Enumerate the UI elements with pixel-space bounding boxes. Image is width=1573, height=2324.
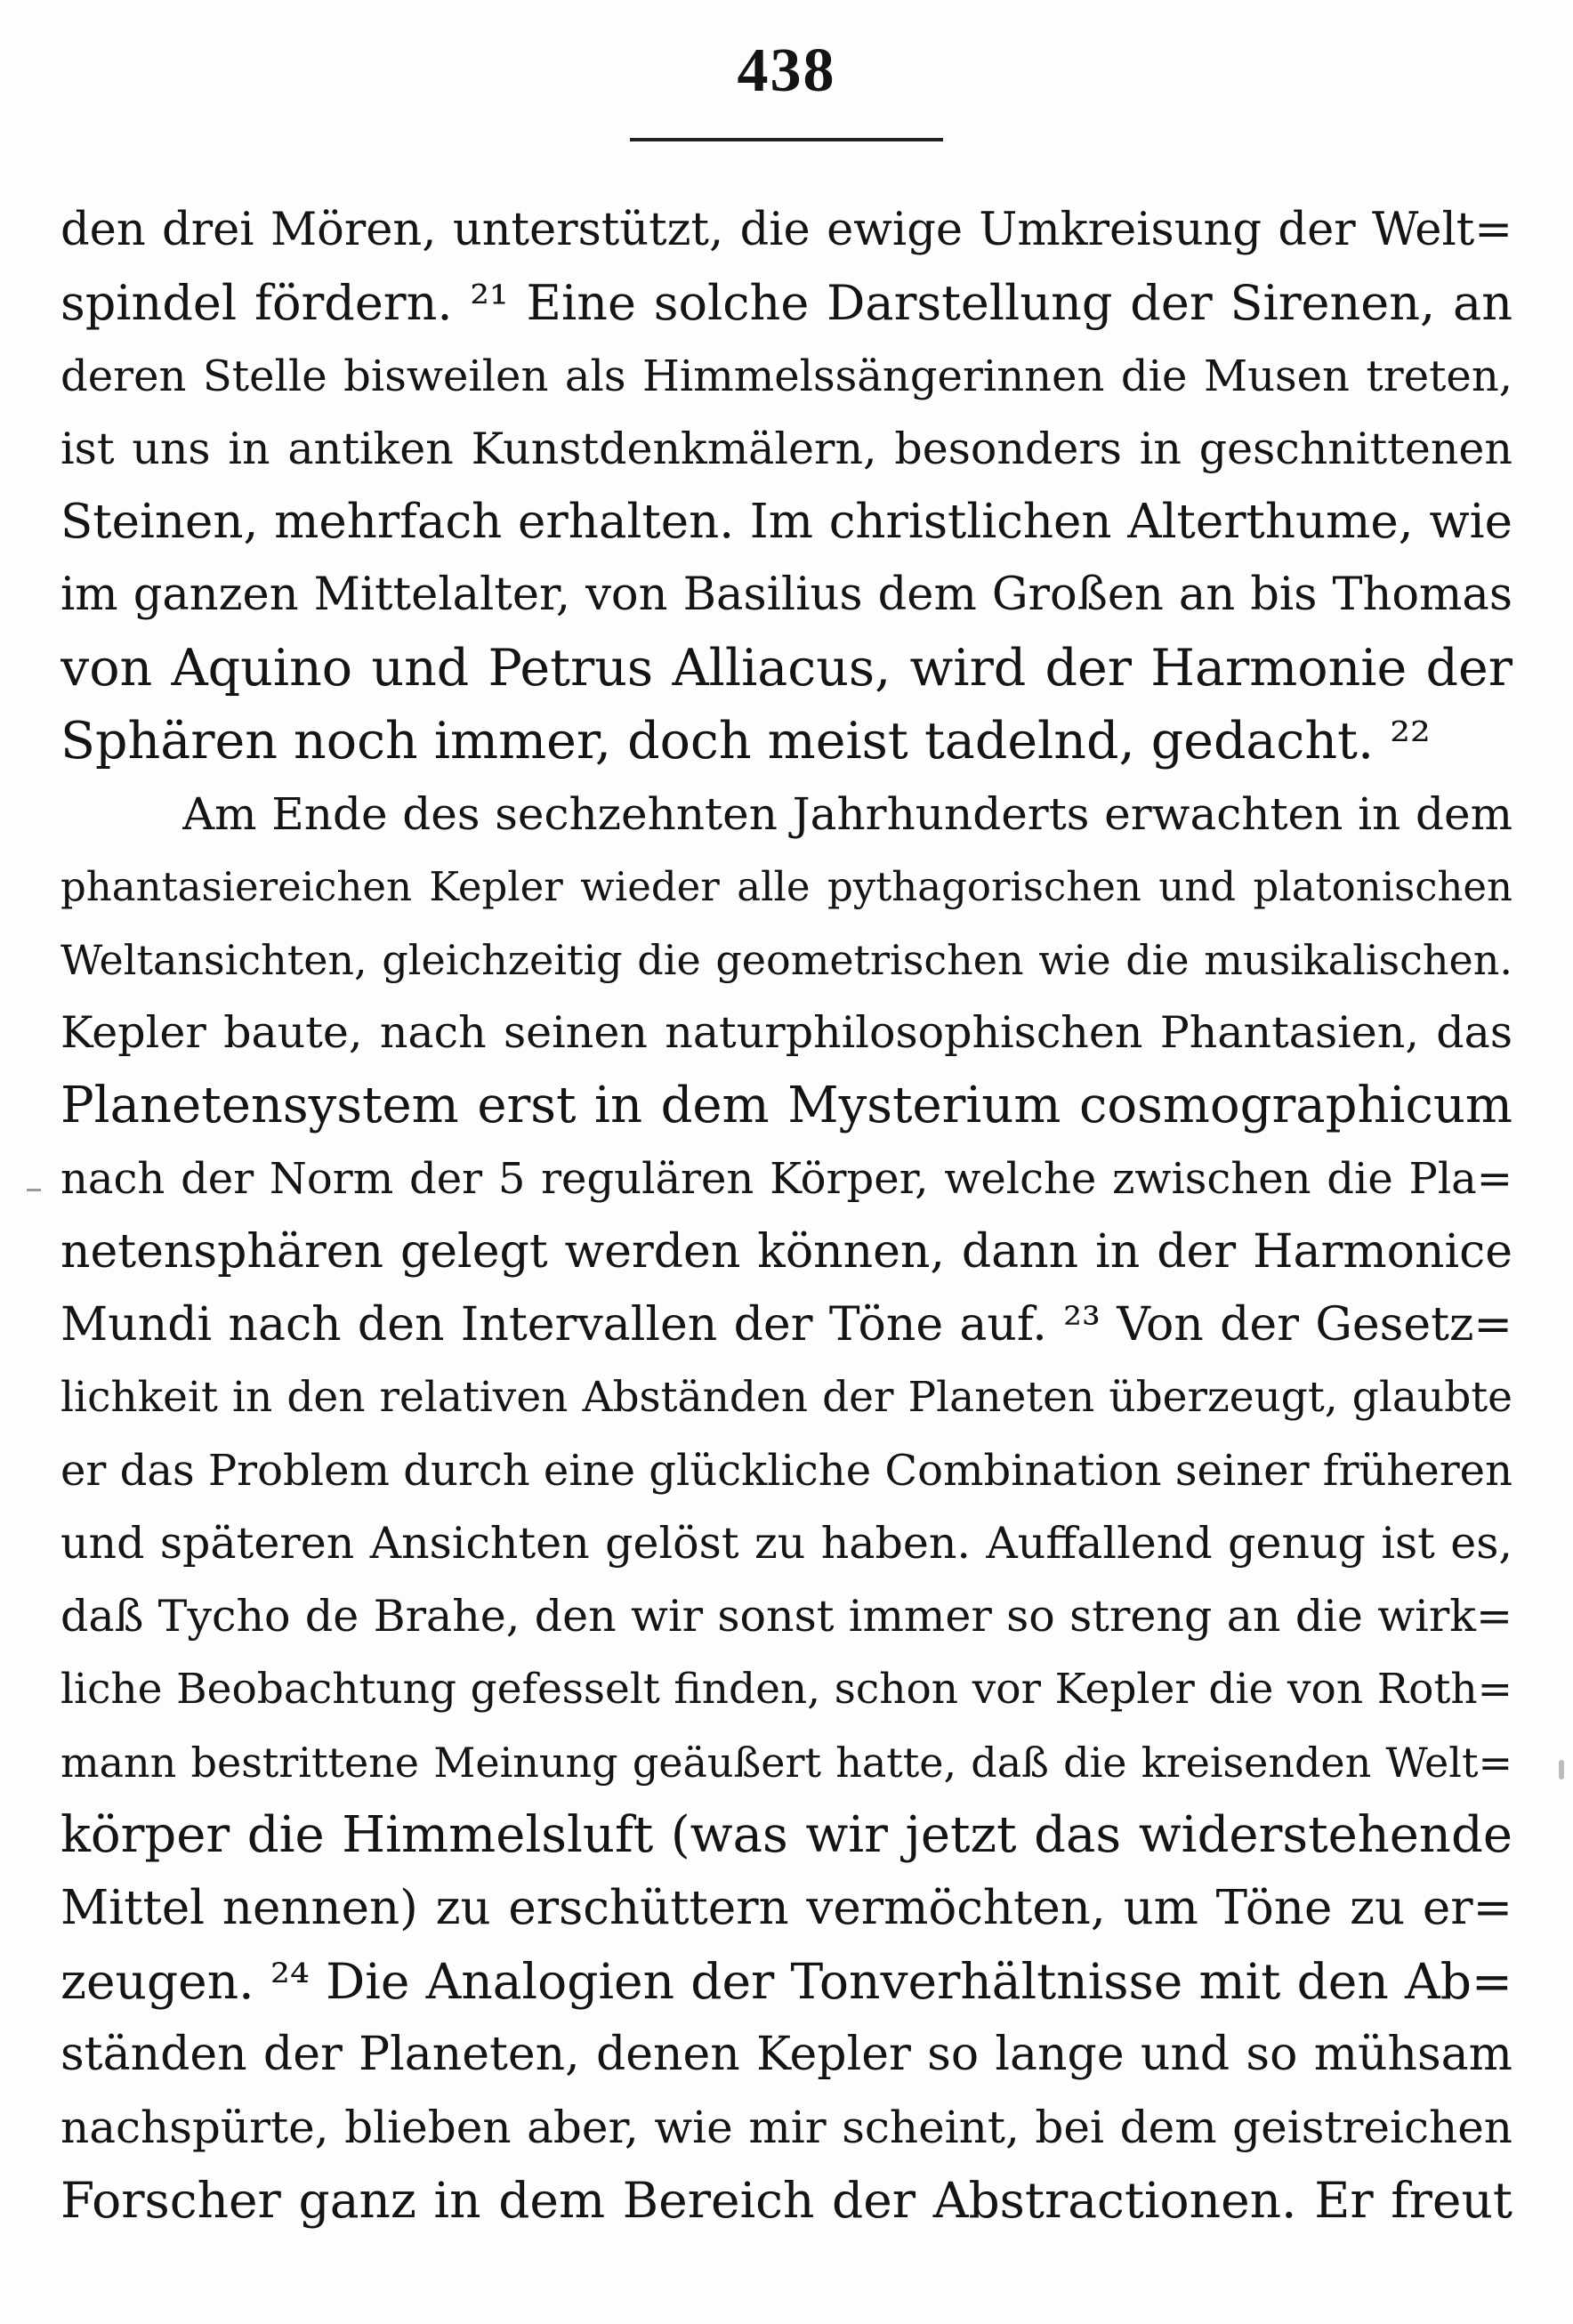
text-line: Kepler baute, nach seinen naturphilosophischen Phantasien, das [60,1007,1512,1058]
text-line: deren Stelle bisweilen als Himmelssängerinnen die Musen treten, [60,351,1512,401]
text-line: Forscher ganz in dem Bereich der Abstractionen. Er freut [60,2172,1512,2229]
header-rule [630,138,943,141]
text-line: Weltansichten, gleichzeitig die geometrischen wie die musikalischen. [60,936,1512,984]
text-line: nach der Norm der 5 regulären Körper, welche zwischen die Pla= [60,1154,1512,1204]
text-line: liche Beobachtung gefesselt finden, schon vor Kepler die von Roth= [60,1665,1512,1714]
text-line: zeugen. ²⁴ Die Analogien der Tonverhältnisse mit den Ab= [60,1953,1512,2010]
text-line: spindel fördern. ²¹ Eine solche Darstellung der Sirenen, an [60,275,1512,331]
text-line: im ganzen Mittelalter, von Basilius dem Großen an bis Thomas [60,569,1512,621]
text-line: den drei Mören, unterstützt, die ewige Umkreisung der Welt= [60,204,1512,256]
text-line: nachspürte, blieben aber, wie mir scheint, bei dem geistreichen [60,2102,1512,2153]
text-line: ist uns in antiken Kunstdenkmälern, besonders in geschnittenen [60,424,1512,474]
margin-mark [27,1189,41,1191]
text-line: von Aquino und Petrus Alliacus, wird der Harmonie der [60,639,1512,698]
text-line: er das Problem durch eine glückliche Combination seiner früheren [60,1446,1512,1496]
text-line: daß Tycho de Brahe, den wir sonst immer so streng an die wirk= [60,1591,1512,1642]
text-line: Steinen, mehrfach erhalten. Im christlichen Alterthume, wie [60,495,1512,549]
text-line: Sphären noch immer, doch meist tadelnd, gedacht. ²² [60,712,1431,771]
text-line: Planetensystem erst in dem Mysterium cosmographicum [60,1077,1512,1134]
text-line: ständen der Planeten, denen Kepler so lange und so mühsam [60,2028,1512,2081]
paragraph-first-line: Am Ende des sechzehnten Jahrhunderts erwachten in dem [182,788,1512,840]
text-line: und späteren Ansichten gelöst zu haben. Auffallend genug ist es, [60,1518,1512,1569]
text-line: mann bestrittene Meinung geäußert hatte, daß die kreisenden Welt= [60,1739,1512,1787]
margin-speck [1559,1760,1564,1779]
text-line: netensphären gelegt werden können, dann in der Harmonice [60,1225,1512,1279]
page-number: 438 [737,36,836,105]
text-line: lichkeit in den relativen Abständen der Planeten überzeugt, glaubte [60,1373,1512,1422]
text-line: körper die Himmelsluft (was wir jetzt das widerstehende [60,1806,1512,1864]
text-line: Mittel nennen) zu erschüttern vermöchten, um Töne zu er= [60,1881,1512,1935]
text-line: phantasiereichen Kepler wieder alle pythagorischen und platonischen [60,863,1512,910]
text-line: Mundi nach den Intervallen der Töne auf. ²³ Von der Gesetz= [60,1298,1512,1352]
